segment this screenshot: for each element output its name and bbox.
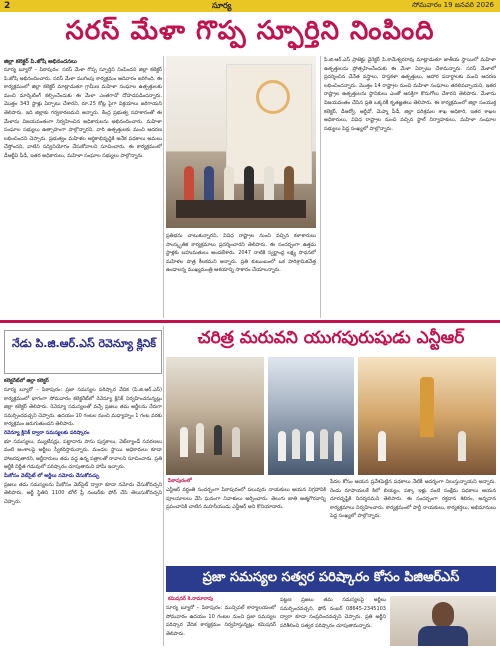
commissioner-photo bbox=[390, 596, 496, 646]
revenue-clinic-subhead: రెవెన్యూ క్లినిక్ ద్వారా సమస్యలకు పరిష్కారం bbox=[4, 429, 90, 436]
person-figure bbox=[334, 431, 342, 461]
revenue-clinic-subhead: మీకోసం వెబ్‌సైట్ లో అర్జీలు నమోదు చేసుకోవచ్చు bbox=[4, 472, 100, 479]
ntr-column-2: పేదల కోసం ఆయన ప్రవేశపెట్టిన పథకాలు నేటికీ ఆదర్శంగా నిలుస్తున్నాయని అన్నారు. రెండు రూపాయలకే కిలో బియ్యం, పక్కా ఇళ్లు వంటి సంక్షేమ పథకాలు ఆయన దూరదృష్టికి నిదర్శనమని తెలిపారు. ఈ సందర్భంగా రక్తదాన శిబిరం, అన్నదాన కార్యక్రమాలు నిర్వహించారు. కార్యక్రమంలో పార్టీ నాయకులు, కార్యకర్తలు, అభిమానులు పెద్ద సంఖ్యలో పాల్గొన్నారు. bbox=[330, 479, 496, 520]
officer-head bbox=[432, 602, 454, 628]
person-figure bbox=[378, 431, 386, 461]
issue-date: సోమవారం 19 జనవరి 2026 bbox=[412, 1, 494, 9]
column-divider bbox=[163, 326, 164, 646]
paper-name: సూర్య bbox=[212, 1, 232, 10]
top-story-byline: జిల్లా కలెక్టర్ పి.జోషి అభినందనలు bbox=[4, 59, 77, 65]
person-figure bbox=[458, 431, 466, 461]
top-story-column-1: సూర్య బ్యూరో – పిఠాపురం: సరస్ మేళా గొప్ప స్ఫూర్తిని నింపిందని జిల్లా కలెక్టర్ పి.జోషి అభినందించారు. సరస్ మేళా ముగింపు కార్యక్రమం ఆదివారం జరిగింది. ఈ కార్యక్రమంలో జిల్లా కలెక్టర్ మాట్లాడుతూ గ్రామీణ మహిళా సంఘాల ఉత్పత్తులకు మంచి మార్కెటింగ్ కల్పించేందుకు ఈ మేళా ఎంతగానో దోహదపడిందన్నారు. మొత్తం 343 స్టాళ్లు ఏర్పాటు చేశారని, రూ.25 కోట్ల పైగా విక్రయాలు జరిగాయని తెలిపారు. ఇది జిల్లాకు గర్వకారణమని అన్నారు. కేంద్ర ప్రభుత్వ సహకారంతో ఈ మేళాను విజయవంతంగా నిర్వహించిన అధికారులను అభినందించారు. మహిళా సంఘాల సభ్యులు ఉత్సాహంగా పాల్గొన్నారని, వారి ఉత్పత్తులకు మంచి ఆదరణ లభించిందని చెప్పారు. ప్రభుత్వం మహిళల ఆర్థికాభివృద్ధికి అనేక పథకాలు అమలు చేస్తోందని, వాటిని సద్వినియోగం చేసుకోవాలని సూచించారు. ఈ కార్యక్రమంలో డీఆర్డీఏ పీడీ, ఇతర అధికారులు, మహిళా సంఘాల సభ్యులు పాల్గొన్నారు. bbox=[4, 67, 162, 159]
pgrs-headline: ప్రజా సమస్యల సత్వర పరిష్కారం కోసం పిజిఆర్ఎస్ bbox=[202, 570, 460, 585]
column-divider bbox=[163, 56, 164, 318]
dais-table bbox=[176, 200, 306, 218]
ntr-tribute-photo bbox=[166, 357, 264, 475]
person-figure bbox=[320, 429, 328, 459]
ntr-statue-photo bbox=[358, 357, 496, 475]
person-figure bbox=[292, 429, 300, 459]
ntr-headline: చరిత్ర మరువని యుగపురుషుడు ఎన్టీఆర్ bbox=[197, 328, 465, 348]
revenue-clinic-paragraph: ప్రజలు తమ సమస్యలను మీకోసం వెబ్‌సైట్ ద్వారా కూడా నమోదు చేసుకోవచ్చని తెలిపారు. అర్జీ స్థితిని 1100 టోల్ ఫ్రీ నంబర్‌కు ఫోన్ చేసి తెలుసుకోవచ్చని చెప్పారు. bbox=[4, 481, 162, 505]
person-figure bbox=[214, 425, 222, 455]
person-figure bbox=[196, 423, 204, 453]
ntr-column-1: ఎన్టీఆర్ వర్ధంతి సందర్భంగా పిఠాపురంలో పలువురు నాయకులు ఆయన విగ్రహానికి పూలమాలలు వేసి ఘనంగా నివాళులు అర్పించారు. తెలుగు జాతి ఆత్మగౌరవాన్ని ప్రపంచానికి చాటిన మహనీయుడు ఎన్టీఆర్ అని కొనియాడారు. bbox=[166, 487, 326, 511]
section-divider bbox=[0, 320, 500, 323]
person-figure bbox=[180, 427, 188, 457]
ntr-place-label: పిఠాపురంలో bbox=[168, 478, 192, 484]
page-number: 2 bbox=[4, 1, 11, 11]
top-story-column-3: పి.జి.ఆర్.ఎస్ ప్రాజెక్టు డైరెక్టర్ పి.కామేశ్వరరావు మాట్లాడుతూ జాతీయ స్థాయిలో మహిళా ఉత్పత్తులను ప్రోత్సహించేందుకు ఈ మేళా ఏర్పాటు చేశామన్నారు. సరస్ మేళాలో ప్రదర్శించిన చేనేత వస్త్రాలు, హస్తకళా ఉత్పత్తులు, ఆహార పదార్థాలకు మంచి ఆదరణ లభించిందన్నారు. మొత్తం 14 రాష్ట్రాల నుంచి మహిళా సంఘాలు తరలివచ్చాయని, ఇతర రాష్ట్రాల ఉత్పత్తులను స్థానికులు ఎంతో ఆసక్తిగా కొనుగోలు చేశారని తెలిపారు. మేళాను విజయవంతం చేసిన ప్రతి ఒక్కరికీ కృతజ్ఞతలు తెలిపారు. ఈ కార్యక్రమంలో జిల్లా సంయుక్త కలెక్టర్, డీఆర్వో, ఆర్డీవో, మెప్మా పీడీ, జిల్లా పరిశ్రమల శాఖ అధికారి, ఇతర శాఖల అధికారులు, వివిధ రాష్ట్రాల నుంచి వచ్చిన స్టాల్ నిర్వాహకులు, మహిళా సంఘాల సభ్యులు పెద్ద సంఖ్యలో పాల్గొన్నారు. bbox=[324, 57, 496, 132]
person-figure bbox=[232, 427, 240, 457]
top-story-headline: సరస్ మేళా గొప్ప స్ఫూర్తిని నింపింది bbox=[65, 16, 435, 46]
column-divider bbox=[320, 56, 321, 318]
top-story-column-2: ప్రతిభను చాటుకున్నారని, వివిధ రాష్ట్రాల నుంచి వచ్చిన కళాకారులు సాంస్కృతిక కార్యక్రమాలు ప్రదర్శించారని తెలిపారు. ఈ సందర్భంగా ఉత్తమ స్టాళ్లకు బహుమతులు అందజేశారు. 2047 నాటికి స్వర్ణాంధ్ర లక్ష్య సాధనలో మహిళల పాత్ర కీలకమని అన్నారు. ప్రతి కుటుంబంలో ఒక పారిశ్రామికవేత్త ఉండాలన్న ముఖ్యమంత్రి ఆశయాన్ని సాకారం చేయాలన్నారు. bbox=[166, 233, 316, 274]
statue-figure bbox=[420, 377, 434, 437]
revenue-clinic-paragraph: సూర్య బ్యూరో – పిఠాపురం: ప్రజా సమస్యల పరిష్కార వేదిక (పి.జి.ఆర్.ఎస్) కార్యక్రమంలో భాగంగా సోమవారం కలెక్టరేట్‌లో రెవెన్యూ క్లినిక్ నిర్వహించనున్నట్లు జిల్లా కలెక్టర్ తెలిపారు. రెవెన్యూ సమస్యలతో వచ్చే ప్రజలు తమ అర్జీలను నేరుగా సమర్పించవచ్చని చెప్పారు. ఉదయం 10 గంటల నుంచి మధ్యాహ్నం 1 గంట వరకు కార్యక్రమం జరుగుతుందని తెలిపారు. bbox=[4, 387, 162, 428]
mela-logo bbox=[256, 80, 290, 114]
revenue-clinic-headline: నేడు పి.జి.ఆర్.ఎస్ రెవెన్యూ క్లినిక్ bbox=[11, 337, 157, 350]
revenue-clinic-headline-box bbox=[4, 330, 162, 374]
pgrs-column-2: పట్టణ ప్రజలు తమ సమస్యలపై అర్జీలు సమర్పించవచ్చని, ఫోన్ నంబర్ 08645-2345103 ద్వారా కూడా సంప్రదించవచ్చని చెప్పారు. ప్రతి అర్జీని పరిశీలించి సత్వర పరిష్కారం చూపుతామన్నారు. bbox=[280, 597, 386, 629]
masthead-strip bbox=[0, 0, 500, 12]
pgrs-place-label: కమిషనర్ కె.రామారావు bbox=[168, 596, 214, 602]
revenue-clinic-paragraph: భూ సమస్యలు, మ్యుటేషన్లు, పట్టాదారు పాసు పుస్తకాలు, వెబ్‌ల్యాండ్ సవరణలు వంటి అంశాలపై అర్జీలు స్వీకరిస్తామన్నారు. మండల స్థాయి అధికారులు కూడా హాజరవుతారని, అర్జీదారులు తమ వద్ద ఉన్న పత్రాలతో రావాలని సూచించారు. ప్రతి అర్జీకి నిర్ణీత గడువులో పరిష్కారం చూపుతామని హామీ ఇచ్చారు. bbox=[4, 438, 162, 471]
person-figure bbox=[278, 431, 286, 461]
sarasmela-stage-photo bbox=[166, 56, 316, 228]
officer-body bbox=[418, 626, 468, 646]
person-figure bbox=[306, 431, 314, 461]
pgrs-column-1: సూర్య బ్యూరో – పిఠాపురం: మున్సిపల్ కార్యాలయంలో సోమవారం ఉదయం 10 గంటల నుంచి ప్రజా సమస్యల పరిష్కార వేదిక కార్యక్రమం నిర్వహిస్తున్నట్లు కమిషనర్ తెలిపారు. bbox=[166, 605, 276, 637]
pgrs-headline-banner bbox=[166, 566, 496, 592]
ntr-group-photo bbox=[268, 357, 354, 475]
revenue-clinic-byline: కలెక్టరేట్‌లో జిల్లా కలెక్టర్ bbox=[4, 378, 49, 384]
revenue-clinic-body bbox=[4, 386, 162, 644]
